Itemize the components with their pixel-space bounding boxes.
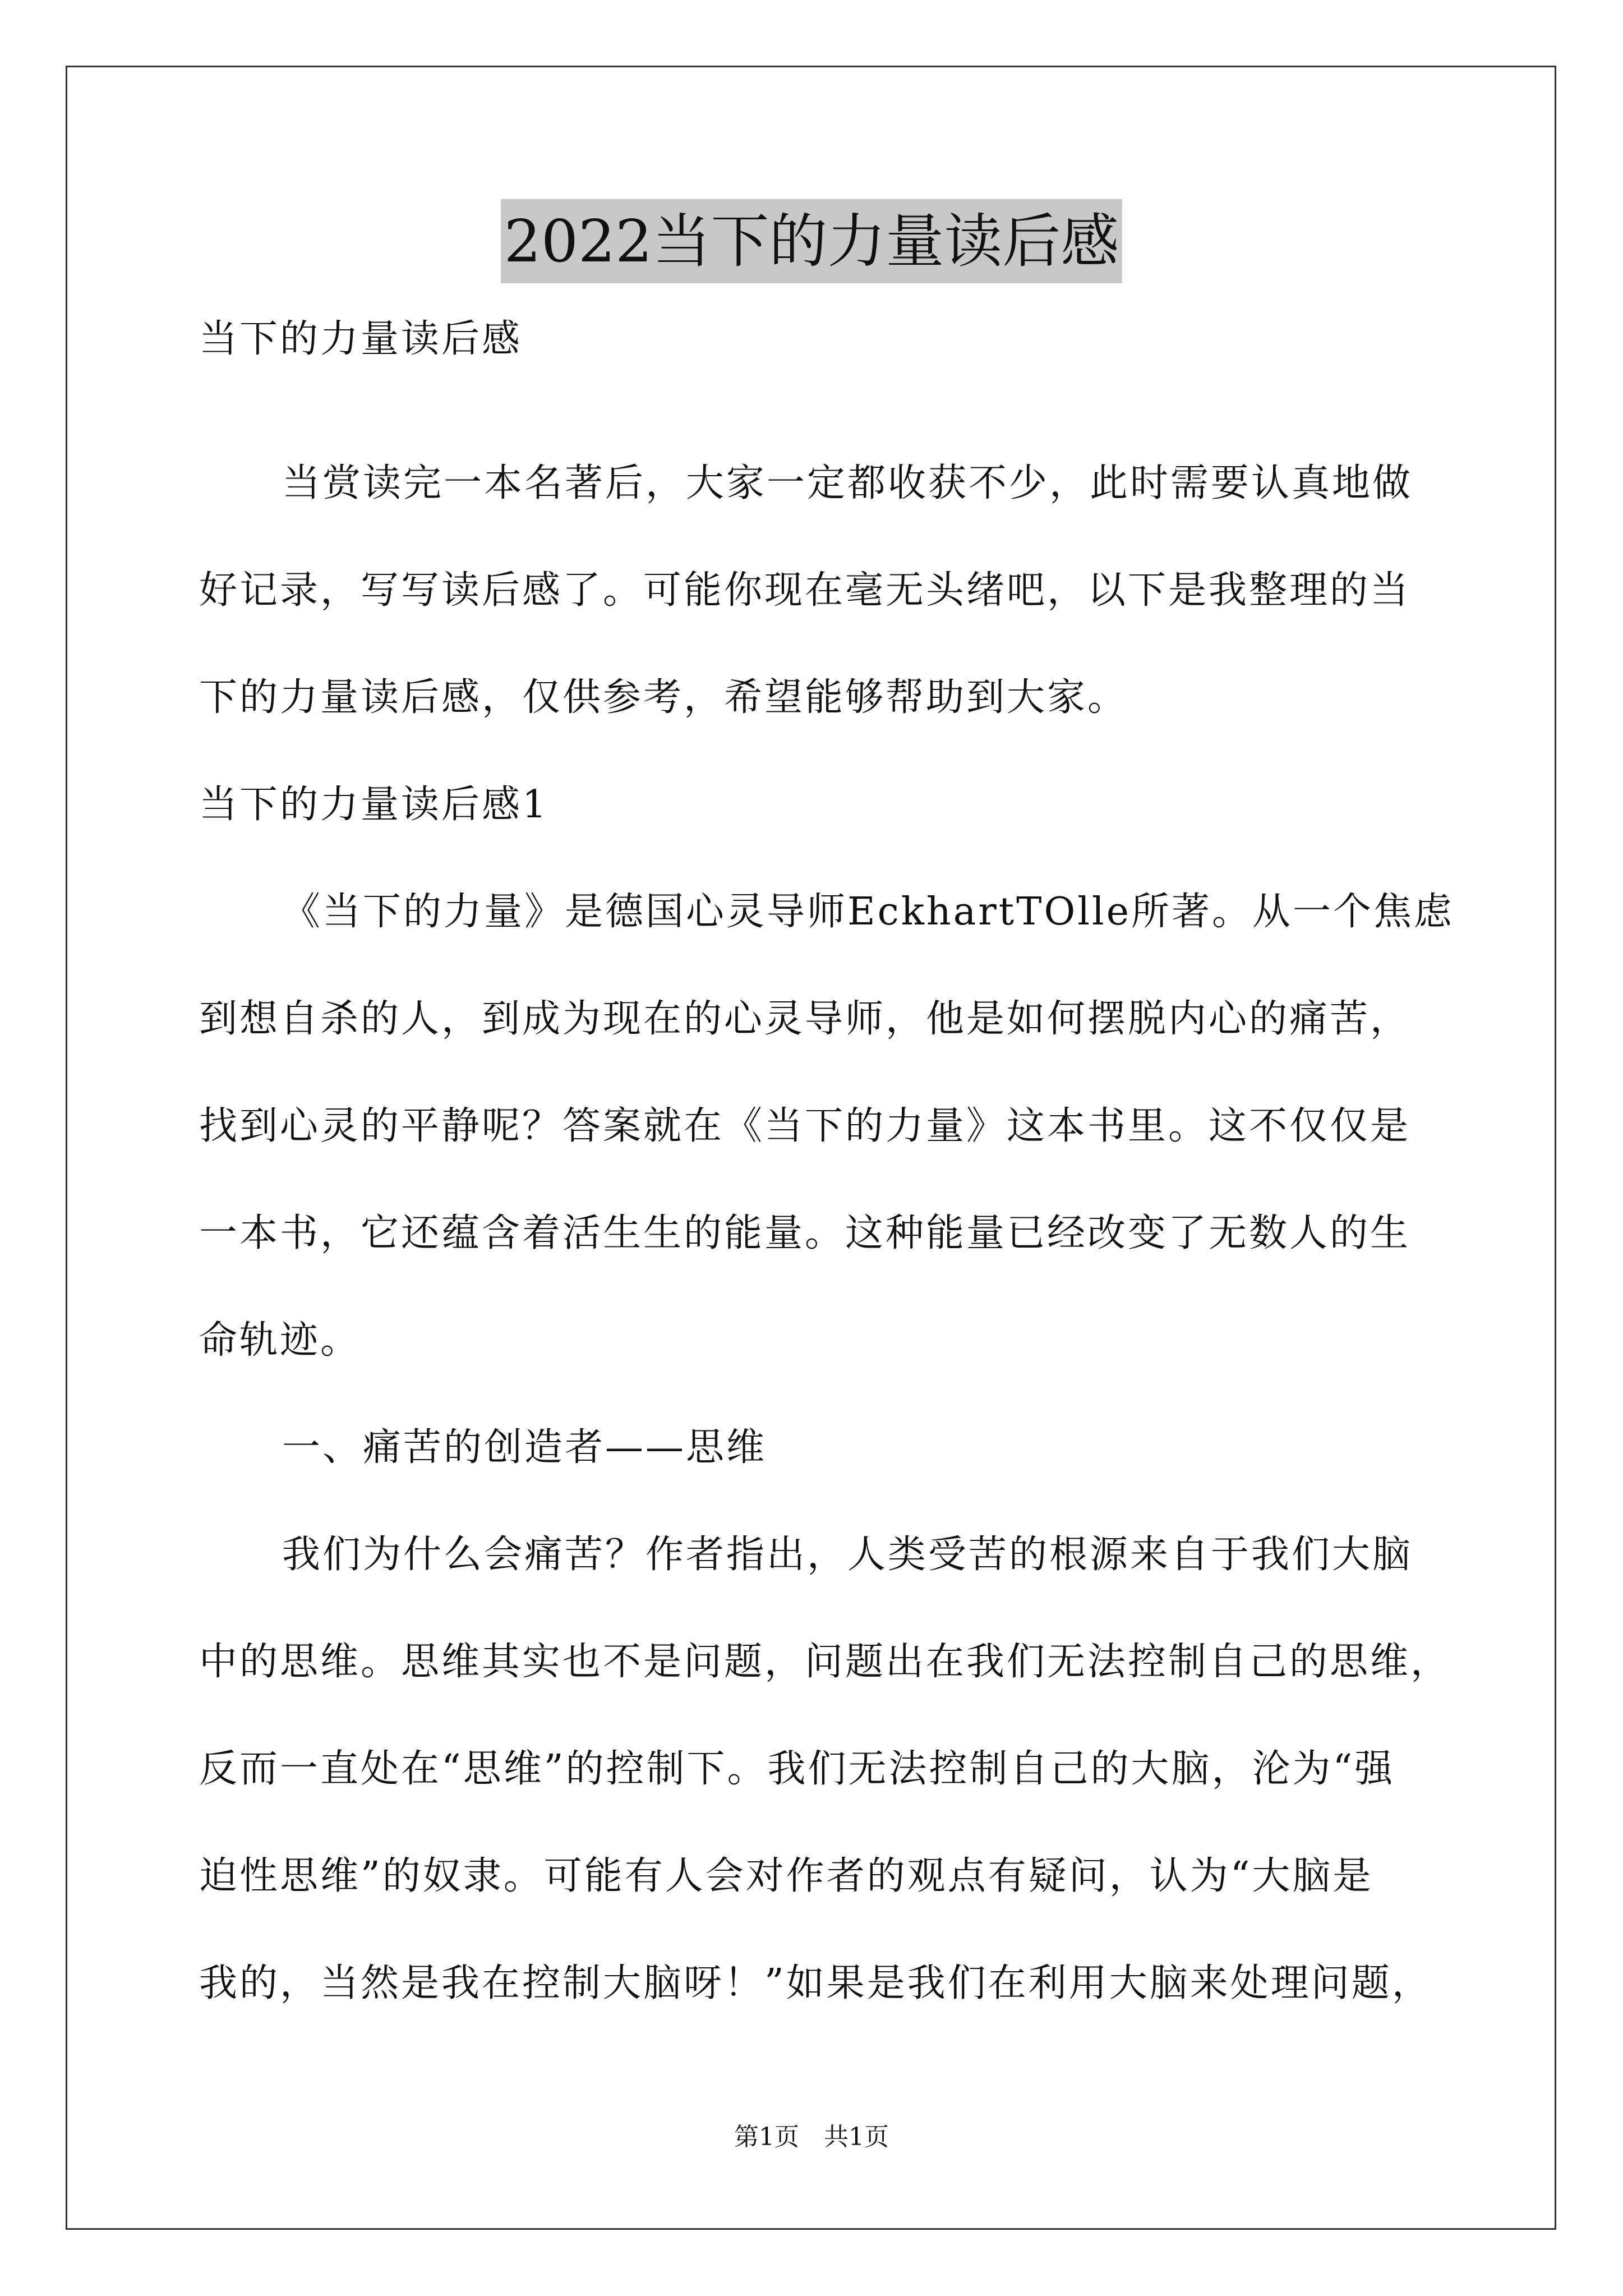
- title-container: [0, 199, 1623, 283]
- section-heading: 当下的力量读后感: [199, 317, 523, 361]
- paragraph-line: 命轨迹。: [199, 1318, 361, 1363]
- paragraph-line: 反而一直处在“思维”的控制下。我们无法控制自己的大脑，沦为“强: [199, 1747, 1395, 1791]
- paragraph-line: 好记录，写写读后感了。可能你现在毫无头绪吧，以下是我整理的当: [199, 568, 1411, 613]
- paragraph-line: 当赏读完一本名著后，大家一定都收获不少，此时需要认真地做: [282, 461, 1413, 505]
- paragraph-line: 到想自杀的人，到成为现在的心灵导师，他是如何摆脱内心的痛苦，: [199, 997, 1411, 1041]
- paragraph-line: 迫性思维”的奴隶。可能有人会对作者的观点有疑问，认为“大脑是: [199, 1854, 1373, 1898]
- document-title: 2022当下的力量读后感: [501, 199, 1123, 283]
- section-heading: 当下的力量读后感1: [199, 783, 549, 827]
- paragraph-line: 一本书，它还蕴含着活生生的能量。这种能量已经改变了无数人的生: [199, 1211, 1411, 1255]
- paragraph-line: 我们为什么会痛苦？作者指出，人类受苦的根源来自于我们大脑: [282, 1533, 1413, 1577]
- paragraph-line: 下的力量读后感，仅供参考，希望能够帮助到大家。: [199, 675, 1128, 720]
- paragraph-line: 找到心灵的平静呢？答案就在《当下的力量》这本书里。这不仅仅是: [199, 1104, 1411, 1148]
- paragraph-line: 中的思维。思维其实也不是问题，问题出在我们无法控制自己的思维，: [199, 1640, 1451, 1684]
- subsection-heading: 一、痛苦的创造者——思维: [282, 1425, 767, 1470]
- page-number: 第1页 共1页: [734, 2123, 889, 2151]
- paragraph-line: 我的，当然是我在控制大脑呀！”如果是我们在利用大脑来处理问题，: [199, 1961, 1432, 2005]
- paragraph-line: 《当下的力量》是德国心灵导师EckhartTOlle所著。从一个焦虑: [282, 890, 1454, 934]
